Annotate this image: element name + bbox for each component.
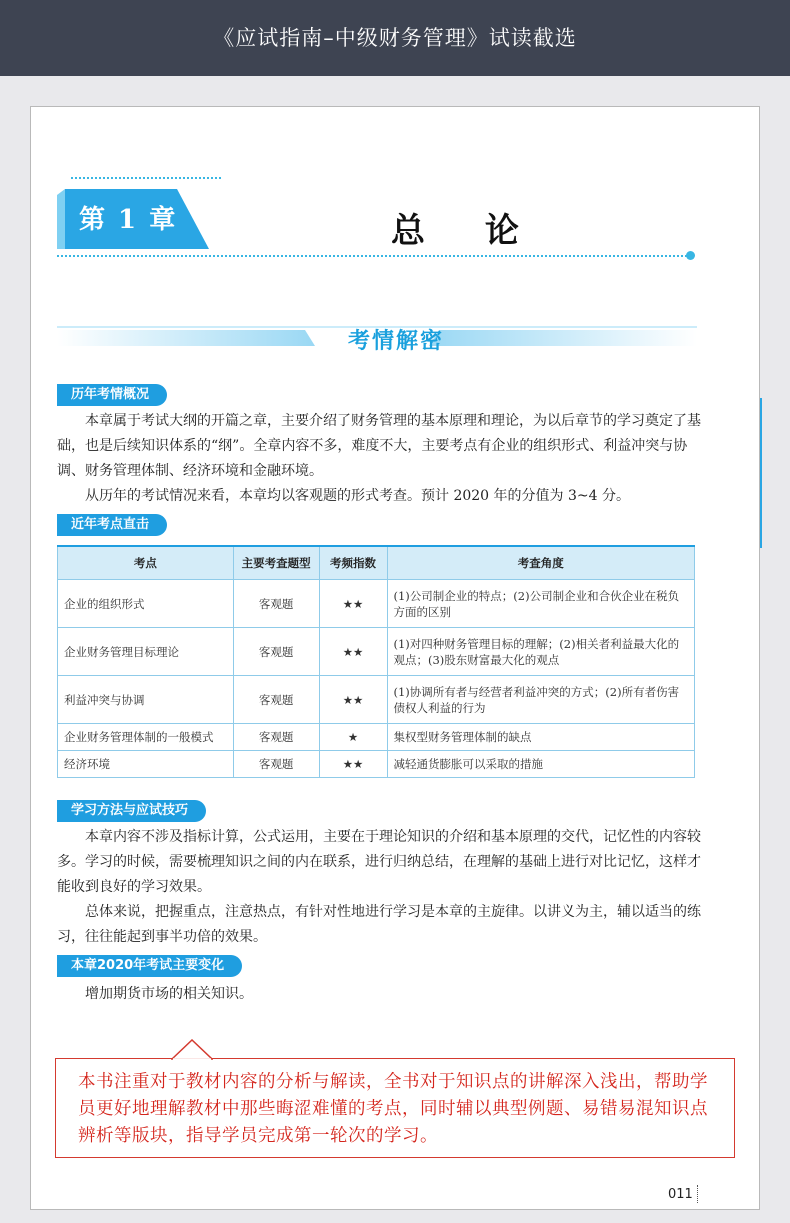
- document-page: [30, 106, 760, 1210]
- frequency-stars: ★★: [319, 580, 387, 628]
- table-cell: 企业财务管理目标理论: [58, 628, 234, 676]
- table-row: [58, 580, 695, 628]
- banner-title: 《应试指南–中级财务管理》试读截选: [0, 0, 790, 76]
- frequency-stars: ★: [319, 724, 387, 751]
- changes-paragraph: 增加期货市场的相关知识。: [85, 986, 253, 1002]
- table-header: 考频指数: [319, 546, 387, 580]
- chapter-dotted-top: [71, 177, 221, 179]
- frequency-stars: ★★: [319, 751, 387, 778]
- table-cell: 客观题: [233, 724, 319, 751]
- table-header: 考点: [58, 546, 234, 580]
- page-number-divider: [697, 1185, 698, 1203]
- method-label: 学习方法与应试技巧: [57, 800, 206, 822]
- table-row: [58, 676, 695, 724]
- table-cell: (1)协调所有者与经营者利益冲突的方式；(2)所有者伤害债权人利益的行为: [387, 676, 695, 724]
- changes-label: 本章2020年考试主要变化: [57, 955, 242, 977]
- table-cell: 企业财务管理体制的一般模式: [58, 724, 234, 751]
- table-cell: (1)对四种财务管理目标的理解；(2)相关者利益最大化的观点；(3)股东财富最大化的观点: [387, 628, 695, 676]
- table-cell: 经济环境: [58, 751, 234, 778]
- callout-box: [55, 1058, 735, 1158]
- table-cell: 客观题: [233, 676, 319, 724]
- frequency-stars: ★★: [319, 628, 387, 676]
- table-cell: (1)公司制企业的特点；(2)公司制企业和合伙企业在税负方面的区别: [387, 580, 695, 628]
- table-header: 考查角度: [387, 546, 695, 580]
- table-cell: 减轻通货膨胀可以采取的措施: [387, 751, 695, 778]
- table-row: [58, 628, 695, 676]
- recent-label: 近年考点直击: [57, 514, 167, 536]
- page-number: 011: [668, 1187, 693, 1202]
- table-cell: 客观题: [233, 751, 319, 778]
- section-title: 考情解密: [347, 329, 444, 354]
- chapter-title: 总 论: [391, 211, 543, 251]
- chapter-dotted-line: [57, 255, 691, 257]
- table-header-row: [58, 546, 695, 580]
- method-paragraph-1: 本章内容不涉及指标计算，公式运用，主要在于理论知识的介绍和基本原理的交代，记忆性的内容较多。学习的时候，需要梳理知识之间的内在联系，进行归纳总结，在理解的基础上进行对比记忆，这样才能收到良好的学习效果。: [57, 829, 701, 895]
- method-paragraph-2: 总体来说，把握重点，注意热点，有针对性地进行学习是本章的主旋律。以讲义为主，辅以适当的练习，往往能起到事半功倍的效果。: [57, 904, 701, 945]
- table-cell: 客观题: [233, 628, 319, 676]
- table-row: [58, 724, 695, 751]
- table-row: [58, 751, 695, 778]
- history-paragraph-1: 本章属于考试大纲的开篇之章，主要介绍了财务管理的基本原理和理论，为以后章节的学习奠定了基础，也是后续知识体系的“纲”。全章内容不多，难度不大，主要考点有企业的组织形式、利益冲突与协调、财务管理体制、经济环境和金融环境。: [57, 413, 701, 479]
- table-cell: 企业的组织形式: [58, 580, 234, 628]
- exam-points-table: [57, 545, 695, 778]
- history-paragraph-2: 从历年的考试情况来看，本章均以客观题的形式考查。预计 2020 年的分值为 3~4 分。: [85, 488, 630, 504]
- history-label: 历年考情概况: [57, 384, 167, 406]
- callout-pointer: [171, 1039, 213, 1060]
- chapter-label: 第 1 章: [79, 205, 178, 235]
- table-cell: 利益冲突与协调: [58, 676, 234, 724]
- table-cell: 集权型财务管理体制的缺点: [387, 724, 695, 751]
- callout-text: 本书注重对于教材内容的分析与解读，全书对于知识点的讲解深入浅出，帮助学员更好地理解教材中那些晦涩难懂的考点，同时辅以典型例题、易错易混知识点辨析等版块，指导学员完成第一轮次的学习。: [78, 1072, 708, 1146]
- chapter-line-end-dot: [686, 251, 695, 260]
- table-header: 主要考查题型: [233, 546, 319, 580]
- frequency-stars: ★★: [319, 676, 387, 724]
- table-cell: 客观题: [233, 580, 319, 628]
